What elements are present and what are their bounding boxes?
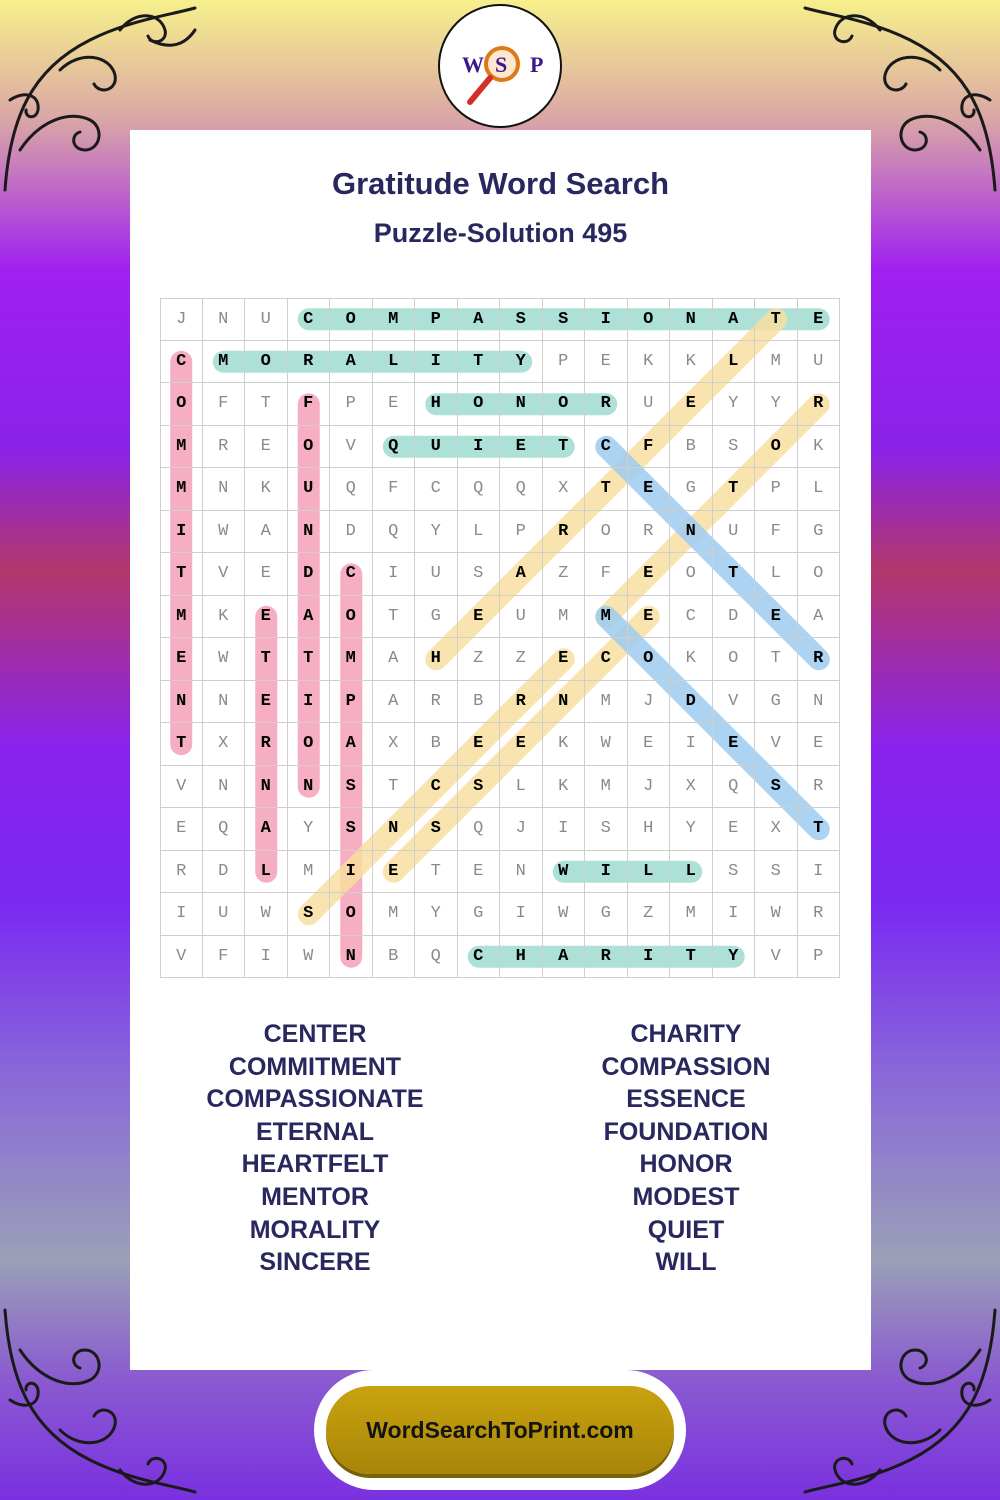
grid-cell[interactable]: F bbox=[755, 511, 798, 554]
grid-cell[interactable]: G bbox=[798, 511, 841, 554]
grid-cell[interactable]: Y bbox=[500, 341, 543, 384]
grid-cell[interactable]: K bbox=[670, 341, 713, 384]
grid-cell[interactable]: P bbox=[543, 341, 586, 384]
grid-cell[interactable]: Y bbox=[670, 808, 713, 851]
word-list-item: MENTOR bbox=[261, 1182, 369, 1211]
grid-cell[interactable]: M bbox=[585, 681, 628, 724]
grid-cell[interactable]: P bbox=[330, 681, 373, 724]
grid-cell[interactable]: T bbox=[585, 468, 628, 511]
grid-cell[interactable]: E bbox=[373, 851, 416, 894]
grid-cell[interactable]: Y bbox=[713, 936, 756, 979]
grid-cell[interactable]: A bbox=[245, 808, 288, 851]
grid-cell[interactable]: I bbox=[585, 851, 628, 894]
grid-cell[interactable]: X bbox=[203, 723, 246, 766]
word-search-grid bbox=[160, 298, 840, 978]
grid-cell[interactable]: M bbox=[160, 426, 203, 469]
grid-cell[interactable]: M bbox=[373, 298, 416, 341]
grid-cell[interactable]: Z bbox=[500, 638, 543, 681]
grid-cell[interactable]: T bbox=[245, 638, 288, 681]
grid-cell[interactable]: T bbox=[755, 298, 798, 341]
grid-cell[interactable]: D bbox=[330, 511, 373, 554]
word-list-right bbox=[501, 1018, 871, 1279]
site-link-label: WordSearchToPrint.com bbox=[366, 1416, 634, 1443]
grid-cell[interactable]: F bbox=[288, 383, 331, 426]
grid-cell[interactable]: O bbox=[245, 341, 288, 384]
grid-cell[interactable]: M bbox=[585, 766, 628, 809]
grid-cell[interactable]: Y bbox=[288, 808, 331, 851]
grid-cell[interactable]: E bbox=[585, 341, 628, 384]
grid-cell[interactable]: F bbox=[203, 936, 246, 979]
grid-cell[interactable]: U bbox=[713, 511, 756, 554]
footer-badge bbox=[314, 1370, 686, 1490]
grid-cell[interactable]: Q bbox=[373, 511, 416, 554]
grid-cell[interactable]: K bbox=[543, 766, 586, 809]
grid-cell[interactable]: C bbox=[458, 936, 501, 979]
grid-cell[interactable]: O bbox=[543, 383, 586, 426]
grid-cell[interactable]: O bbox=[288, 723, 331, 766]
grid-cell[interactable]: N bbox=[288, 766, 331, 809]
grid-cell[interactable]: R bbox=[628, 511, 671, 554]
grid-cell[interactable]: R bbox=[203, 426, 246, 469]
grid-cell[interactable]: T bbox=[670, 936, 713, 979]
grid-cell[interactable]: L bbox=[458, 511, 501, 554]
page-title: Gratitude Word Search bbox=[331, 166, 670, 201]
grid-cell[interactable]: F bbox=[628, 426, 671, 469]
grid-cell[interactable]: L bbox=[798, 468, 841, 511]
grid-cell[interactable]: V bbox=[755, 723, 798, 766]
grid-cell[interactable]: K bbox=[670, 638, 713, 681]
word-list-item: COMMITMENT bbox=[228, 1052, 402, 1081]
grid-cell[interactable]: A bbox=[245, 511, 288, 554]
grid-cell[interactable]: E bbox=[245, 426, 288, 469]
grid-cell[interactable]: P bbox=[755, 468, 798, 511]
grid-cell[interactable]: R bbox=[585, 936, 628, 979]
word-list-item: COMPASSIONATE bbox=[206, 1085, 424, 1114]
grid-cell[interactable]: R bbox=[160, 851, 203, 894]
grid-cell[interactable]: U bbox=[415, 426, 458, 469]
grid-cell[interactable]: C bbox=[330, 553, 373, 596]
grid-cell[interactable]: E bbox=[500, 426, 543, 469]
grid-cell[interactable]: T bbox=[373, 596, 416, 639]
grid-cell[interactable]: N bbox=[288, 511, 331, 554]
grid-cell[interactable]: S bbox=[330, 808, 373, 851]
grid-cell[interactable]: S bbox=[713, 426, 756, 469]
grid-cell[interactable]: E bbox=[500, 723, 543, 766]
site-link-button[interactable] bbox=[326, 1386, 674, 1474]
grid-cell[interactable]: K bbox=[245, 468, 288, 511]
grid-cell[interactable]: M bbox=[670, 893, 713, 936]
grid-cell[interactable]: P bbox=[500, 511, 543, 554]
grid-cell[interactable]: E bbox=[245, 596, 288, 639]
grid-cell[interactable]: N bbox=[203, 681, 246, 724]
grid-cell[interactable]: S bbox=[458, 766, 501, 809]
grid-cell[interactable]: N bbox=[203, 766, 246, 809]
grid-cell[interactable]: X bbox=[755, 808, 798, 851]
letter-grid bbox=[160, 298, 840, 978]
grid-cell[interactable]: T bbox=[373, 766, 416, 809]
grid-cell[interactable]: C bbox=[288, 298, 331, 341]
word-list-item: QUIET bbox=[647, 1215, 725, 1244]
grid-cell[interactable]: Q bbox=[373, 426, 416, 469]
grid-cell[interactable]: I bbox=[543, 808, 586, 851]
grid-cell[interactable]: E bbox=[628, 596, 671, 639]
grid-cell[interactable]: E bbox=[798, 298, 841, 341]
grid-cell[interactable]: M bbox=[160, 596, 203, 639]
grid-cell[interactable]: S bbox=[755, 766, 798, 809]
grid-cell[interactable]: B bbox=[670, 426, 713, 469]
grid-cell[interactable]: C bbox=[160, 341, 203, 384]
grid-cell[interactable]: M bbox=[330, 638, 373, 681]
grid-cell[interactable]: O bbox=[330, 893, 373, 936]
grid-cell[interactable]: E bbox=[458, 596, 501, 639]
grid-cell[interactable]: E bbox=[160, 808, 203, 851]
grid-cell[interactable]: N bbox=[245, 766, 288, 809]
grid-cell[interactable]: H bbox=[500, 936, 543, 979]
word-list-item: HEARTFELT bbox=[241, 1150, 389, 1179]
grid-cell[interactable]: O bbox=[160, 383, 203, 426]
grid-cell[interactable]: T bbox=[160, 723, 203, 766]
grid-cell[interactable]: F bbox=[373, 468, 416, 511]
page-subtitle: Puzzle-Solution 495 bbox=[373, 218, 628, 248]
word-list-item: MODEST bbox=[632, 1182, 740, 1211]
grid-cell[interactable]: L bbox=[670, 851, 713, 894]
grid-cell[interactable]: U bbox=[500, 596, 543, 639]
grid-cell[interactable]: L bbox=[713, 341, 756, 384]
logo-letter-w: W bbox=[462, 52, 484, 77]
grid-cell[interactable]: C bbox=[670, 596, 713, 639]
grid-cell[interactable]: C bbox=[415, 468, 458, 511]
puzzle-card bbox=[130, 130, 871, 1370]
grid-cell[interactable]: A bbox=[330, 723, 373, 766]
grid-cell[interactable]: I bbox=[330, 851, 373, 894]
grid-cell[interactable]: Q bbox=[415, 936, 458, 979]
grid-cell[interactable]: G bbox=[458, 893, 501, 936]
grid-cell[interactable]: J bbox=[160, 298, 203, 341]
grid-cell[interactable]: E bbox=[628, 553, 671, 596]
grid-cell[interactable]: K bbox=[203, 596, 246, 639]
grid-cell[interactable]: O bbox=[330, 298, 373, 341]
grid-cell[interactable]: R bbox=[288, 341, 331, 384]
grid-cell[interactable]: T bbox=[798, 808, 841, 851]
grid-cell[interactable]: O bbox=[755, 426, 798, 469]
grid-cell[interactable]: Q bbox=[713, 766, 756, 809]
grid-cell[interactable]: I bbox=[373, 553, 416, 596]
grid-cell[interactable]: K bbox=[628, 341, 671, 384]
grid-cell[interactable]: N bbox=[203, 298, 246, 341]
grid-cell[interactable]: P bbox=[415, 298, 458, 341]
grid-cell[interactable]: X bbox=[543, 468, 586, 511]
grid-cell[interactable]: E bbox=[628, 468, 671, 511]
grid-cell[interactable]: B bbox=[458, 681, 501, 724]
grid-cell[interactable]: W bbox=[203, 511, 246, 554]
grid-cell[interactable]: S bbox=[500, 298, 543, 341]
grid-cell[interactable]: W bbox=[288, 936, 331, 979]
grid-cell[interactable]: Y bbox=[755, 383, 798, 426]
grid-cell[interactable]: E bbox=[628, 723, 671, 766]
grid-cell[interactable]: H bbox=[628, 808, 671, 851]
grid-cell[interactable]: X bbox=[373, 723, 416, 766]
magnifier-icon bbox=[440, 6, 560, 126]
grid-cell[interactable]: N bbox=[330, 936, 373, 979]
grid-cell[interactable]: T bbox=[458, 341, 501, 384]
grid-cell[interactable]: I bbox=[288, 681, 331, 724]
grid-cell[interactable]: V bbox=[755, 936, 798, 979]
grid-cell[interactable]: T bbox=[543, 426, 586, 469]
grid-cell[interactable]: R bbox=[798, 766, 841, 809]
word-list-item: ETERNAL bbox=[255, 1117, 375, 1146]
word-list-item: FOUNDATION bbox=[603, 1117, 769, 1146]
site-logo[interactable] bbox=[438, 4, 562, 128]
grid-cell[interactable]: A bbox=[543, 936, 586, 979]
word-list-item: ESSENCE bbox=[626, 1085, 746, 1114]
logo-letter-s: S bbox=[495, 52, 508, 77]
grid-cell[interactable]: E bbox=[373, 383, 416, 426]
grid-cell[interactable]: G bbox=[670, 468, 713, 511]
grid-cell[interactable]: O bbox=[713, 638, 756, 681]
grid-cell[interactable]: E bbox=[245, 553, 288, 596]
grid-cell[interactable]: A bbox=[798, 596, 841, 639]
grid-cell[interactable]: F bbox=[203, 383, 246, 426]
grid-cell[interactable]: N bbox=[373, 808, 416, 851]
grid-cell[interactable]: K bbox=[543, 723, 586, 766]
grid-cell[interactable]: P bbox=[330, 383, 373, 426]
grid-cell[interactable]: D bbox=[713, 596, 756, 639]
grid-cell[interactable]: C bbox=[585, 638, 628, 681]
grid-cell[interactable]: H bbox=[415, 383, 458, 426]
grid-cell[interactable]: M bbox=[373, 893, 416, 936]
grid-cell[interactable]: O bbox=[288, 426, 331, 469]
grid-cell[interactable]: A bbox=[330, 341, 373, 384]
grid-cell[interactable]: N bbox=[500, 383, 543, 426]
grid-cell[interactable]: B bbox=[415, 723, 458, 766]
grid-cell[interactable]: T bbox=[713, 553, 756, 596]
grid-cell[interactable]: Q bbox=[500, 468, 543, 511]
grid-cell[interactable]: I bbox=[798, 851, 841, 894]
grid-cell[interactable]: G bbox=[585, 893, 628, 936]
word-list-item: CENTER bbox=[263, 1020, 367, 1048]
grid-cell[interactable]: W bbox=[245, 893, 288, 936]
grid-cell[interactable]: J bbox=[628, 681, 671, 724]
grid-cell[interactable]: T bbox=[160, 553, 203, 596]
grid-cell[interactable]: C bbox=[415, 766, 458, 809]
grid-cell[interactable]: A bbox=[500, 553, 543, 596]
grid-cell[interactable]: S bbox=[288, 893, 331, 936]
grid-cell[interactable]: I bbox=[628, 936, 671, 979]
grid-cell[interactable]: O bbox=[628, 638, 671, 681]
word-list-item: COMPASSION bbox=[601, 1052, 771, 1081]
grid-cell[interactable]: O bbox=[798, 553, 841, 596]
grid-cell[interactable]: K bbox=[798, 426, 841, 469]
grid-cell[interactable]: I bbox=[585, 298, 628, 341]
grid-cell[interactable]: N bbox=[798, 681, 841, 724]
grid-cell[interactable]: T bbox=[245, 383, 288, 426]
grid-cell[interactable]: I bbox=[670, 723, 713, 766]
grid-cell[interactable]: R bbox=[415, 681, 458, 724]
grid-cell[interactable]: E bbox=[670, 383, 713, 426]
grid-cell[interactable]: M bbox=[160, 468, 203, 511]
grid-cell[interactable]: I bbox=[500, 893, 543, 936]
grid-cell[interactable]: O bbox=[458, 383, 501, 426]
grid-cell[interactable]: N bbox=[670, 298, 713, 341]
grid-cell[interactable]: E bbox=[160, 638, 203, 681]
grid-cell[interactable]: R bbox=[798, 638, 841, 681]
grid-cell[interactable]: I bbox=[713, 893, 756, 936]
grid-cell[interactable]: E bbox=[245, 681, 288, 724]
grid-cell[interactable]: S bbox=[585, 808, 628, 851]
grid-cell[interactable]: I bbox=[458, 426, 501, 469]
grid-cell[interactable]: O bbox=[628, 298, 671, 341]
grid-cell[interactable]: W bbox=[585, 723, 628, 766]
grid-cell[interactable]: Z bbox=[458, 638, 501, 681]
grid-cell[interactable]: M bbox=[288, 851, 331, 894]
grid-cell[interactable]: M bbox=[585, 596, 628, 639]
grid-cell[interactable]: A bbox=[373, 638, 416, 681]
grid-cell[interactable]: I bbox=[415, 341, 458, 384]
word-list-item: MORALITY bbox=[249, 1215, 381, 1244]
grid-cell[interactable]: D bbox=[203, 851, 246, 894]
grid-cell[interactable]: A bbox=[713, 298, 756, 341]
grid-cell[interactable]: D bbox=[670, 681, 713, 724]
grid-cell[interactable]: A bbox=[373, 681, 416, 724]
grid-cell[interactable]: X bbox=[670, 766, 713, 809]
grid-cell[interactable]: L bbox=[755, 553, 798, 596]
logo-letter-p: P bbox=[530, 52, 544, 77]
grid-cell[interactable]: Y bbox=[713, 383, 756, 426]
grid-cell[interactable]: V bbox=[713, 681, 756, 724]
grid-cell[interactable]: Y bbox=[415, 893, 458, 936]
grid-cell[interactable]: U bbox=[203, 893, 246, 936]
grid-cell[interactable]: I bbox=[245, 936, 288, 979]
grid-cell[interactable]: S bbox=[330, 766, 373, 809]
grid-cell[interactable]: U bbox=[415, 553, 458, 596]
grid-cell[interactable]: T bbox=[755, 638, 798, 681]
grid-cell[interactable]: Z bbox=[628, 893, 671, 936]
grid-cell[interactable]: N bbox=[500, 851, 543, 894]
grid-cell[interactable]: V bbox=[160, 766, 203, 809]
grid-cell[interactable]: R bbox=[798, 893, 841, 936]
grid-cell[interactable]: V bbox=[160, 936, 203, 979]
grid-cell[interactable]: R bbox=[543, 511, 586, 554]
grid-cell[interactable]: S bbox=[415, 808, 458, 851]
grid-cell[interactable]: V bbox=[203, 553, 246, 596]
grid-cell[interactable]: Q bbox=[203, 808, 246, 851]
grid-cell[interactable]: L bbox=[628, 851, 671, 894]
grid-cell[interactable]: O bbox=[330, 596, 373, 639]
grid-cell[interactable]: T bbox=[713, 468, 756, 511]
grid-cell[interactable]: L bbox=[500, 766, 543, 809]
grid-cell[interactable]: G bbox=[755, 681, 798, 724]
grid-cell[interactable]: N bbox=[160, 681, 203, 724]
word-list-item: WILL bbox=[655, 1248, 717, 1277]
grid-cell[interactable]: W bbox=[755, 893, 798, 936]
grid-cell[interactable]: W bbox=[543, 851, 586, 894]
grid-cell[interactable]: M bbox=[543, 596, 586, 639]
grid-cell[interactable]: Q bbox=[458, 808, 501, 851]
grid-cell[interactable]: O bbox=[670, 553, 713, 596]
grid-cell[interactable]: Q bbox=[458, 468, 501, 511]
grid-cell[interactable]: N bbox=[670, 511, 713, 554]
grid-cell[interactable]: H bbox=[415, 638, 458, 681]
grid-cell[interactable]: E bbox=[458, 851, 501, 894]
grid-cell[interactable]: E bbox=[458, 723, 501, 766]
word-list-item: SINCERE bbox=[259, 1248, 371, 1277]
word-list-item: HONOR bbox=[639, 1150, 733, 1179]
grid-cell[interactable]: L bbox=[373, 341, 416, 384]
grid-cell[interactable]: W bbox=[203, 638, 246, 681]
grid-cell[interactable]: B bbox=[373, 936, 416, 979]
grid-cell[interactable]: N bbox=[203, 468, 246, 511]
grid-cell[interactable]: F bbox=[585, 553, 628, 596]
grid-cell[interactable]: U bbox=[245, 298, 288, 341]
grid-cell[interactable]: S bbox=[713, 851, 756, 894]
grid-cell[interactable]: C bbox=[585, 426, 628, 469]
grid-cell[interactable]: S bbox=[543, 298, 586, 341]
grid-cell[interactable]: R bbox=[245, 723, 288, 766]
grid-cell[interactable]: A bbox=[288, 596, 331, 639]
grid-cell[interactable]: U bbox=[798, 341, 841, 384]
grid-cell[interactable]: Z bbox=[543, 553, 586, 596]
grid-cell[interactable]: A bbox=[458, 298, 501, 341]
grid-cell[interactable]: D bbox=[288, 553, 331, 596]
grid-cell[interactable]: E bbox=[798, 723, 841, 766]
grid-cell[interactable]: T bbox=[415, 851, 458, 894]
grid-cell[interactable]: S bbox=[458, 553, 501, 596]
grid-cell[interactable]: Q bbox=[330, 468, 373, 511]
word-list-item: CHARITY bbox=[630, 1020, 742, 1048]
grid-cell[interactable]: I bbox=[160, 511, 203, 554]
grid-cell[interactable]: J bbox=[628, 766, 671, 809]
grid-cell[interactable]: E bbox=[713, 723, 756, 766]
grid-cell[interactable]: U bbox=[628, 383, 671, 426]
grid-cell[interactable]: P bbox=[798, 936, 841, 979]
grid-cell[interactable]: E bbox=[713, 808, 756, 851]
grid-cell[interactable]: E bbox=[755, 596, 798, 639]
grid-cell[interactable]: T bbox=[288, 638, 331, 681]
word-list-left bbox=[130, 1018, 500, 1279]
grid-cell[interactable]: R bbox=[500, 681, 543, 724]
grid-cell[interactable]: L bbox=[245, 851, 288, 894]
grid-cell[interactable]: R bbox=[585, 383, 628, 426]
grid-cell[interactable]: O bbox=[585, 511, 628, 554]
grid-cell[interactable]: I bbox=[160, 893, 203, 936]
grid-cell[interactable]: E bbox=[543, 638, 586, 681]
grid-cell[interactable]: S bbox=[755, 851, 798, 894]
grid-cell[interactable]: R bbox=[798, 383, 841, 426]
grid-cell[interactable]: J bbox=[500, 808, 543, 851]
grid-cell[interactable]: V bbox=[330, 426, 373, 469]
grid-cell[interactable]: U bbox=[288, 468, 331, 511]
grid-cell[interactable]: G bbox=[415, 596, 458, 639]
grid-cell[interactable]: M bbox=[755, 341, 798, 384]
grid-cell[interactable]: W bbox=[543, 893, 586, 936]
grid-cell[interactable]: Y bbox=[415, 511, 458, 554]
grid-cell[interactable]: N bbox=[543, 681, 586, 724]
grid-cell[interactable]: M bbox=[203, 341, 246, 384]
